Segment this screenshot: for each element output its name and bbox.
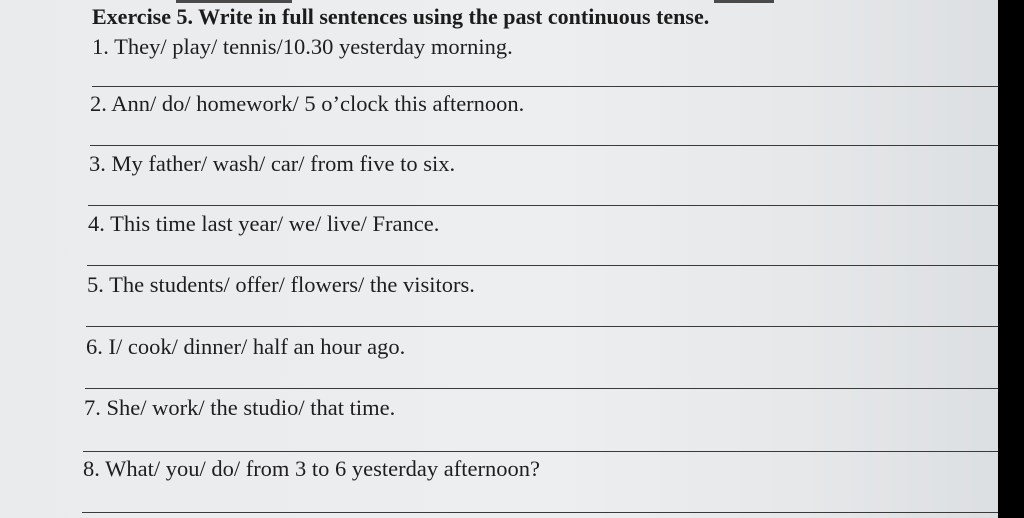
- answer-line-8[interactable]: [82, 512, 998, 513]
- exercise-item-7: 7. She/ work/ the studio/ that time.: [84, 395, 396, 420]
- answer-line-4[interactable]: [87, 265, 998, 266]
- exercise-title: Exercise 5. Write in full sentences using the past continuous tense.: [92, 4, 710, 29]
- exercise-item-5: 5. The students/ offer/ flowers/ the visitors.: [87, 272, 475, 297]
- answer-line-7[interactable]: [83, 451, 998, 452]
- exercise-item-4: 4. This time last year/ we/ live/ France.: [88, 211, 440, 236]
- top-rule-left: [176, 0, 292, 3]
- answer-line-2[interactable]: [90, 145, 998, 146]
- answer-line-6[interactable]: [85, 388, 998, 389]
- answer-line-5[interactable]: [86, 326, 998, 327]
- dark-border-right: [998, 0, 1024, 518]
- exercise-item-3: 3. My father/ wash/ car/ from five to six.: [89, 151, 456, 176]
- top-rule-right: [714, 0, 774, 3]
- answer-line-3[interactable]: [88, 205, 998, 206]
- exercise-item-8: 8. What/ you/ do/ from 3 to 6 yesterday afternoon?: [83, 456, 540, 481]
- exercise-item-2: 2. Ann/ do/ homework/ 5 o’clock this afternoon.: [90, 91, 525, 116]
- exercise-item-6: 6. I/ cook/ dinner/ half an hour ago.: [86, 334, 406, 359]
- exercise-item-1: 1. They/ play/ tennis/10.30 yesterday morning.: [92, 34, 513, 59]
- answer-line-1[interactable]: [92, 86, 998, 87]
